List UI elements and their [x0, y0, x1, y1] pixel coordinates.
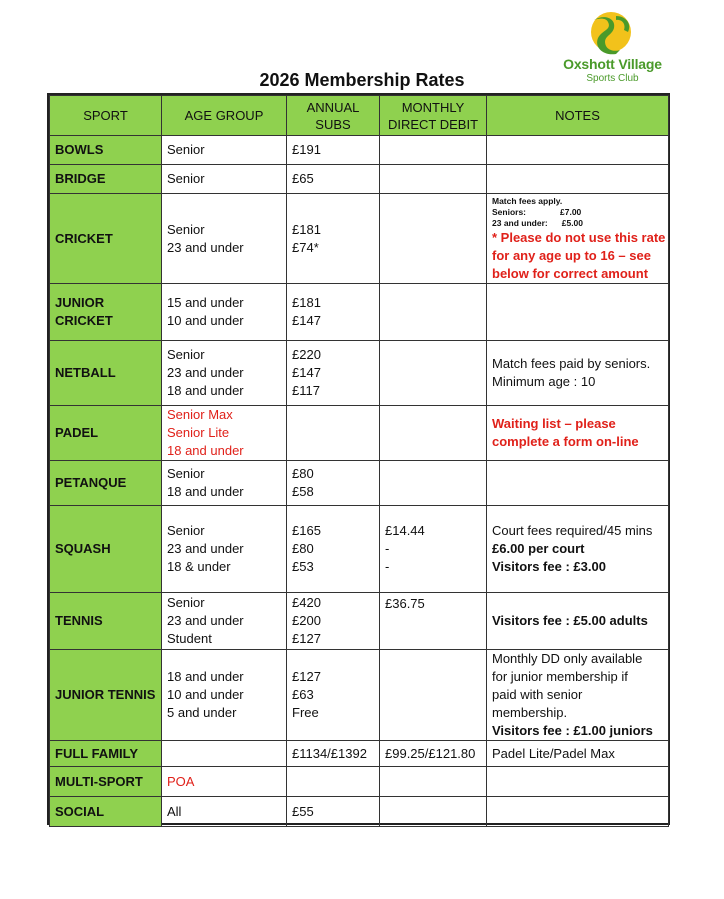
table-row: [50, 461, 669, 506]
note-value: £5.00: [561, 218, 584, 228]
annual-value: £147: [292, 365, 321, 380]
annual-value: £191: [292, 142, 321, 157]
age-cell: [162, 284, 287, 341]
age-value: Senior: [167, 347, 205, 362]
club-logo-icon: [586, 10, 636, 56]
page-title-text: 2026 Membership Rates: [259, 70, 465, 90]
annual-value: £220: [292, 347, 321, 362]
waiting-list-note: complete a form on-line: [492, 434, 639, 449]
monthly-value: £99.25/£121.80: [385, 745, 476, 761]
logo-name: Oxshott Village: [563, 56, 662, 72]
table-row: [50, 506, 669, 593]
monthly-cell: [380, 767, 487, 797]
notes-cell: [487, 767, 669, 797]
age-cell: [162, 341, 287, 406]
sport-cell: NETBALL: [50, 341, 162, 406]
age-cell: [162, 741, 287, 767]
age-value: Student: [167, 631, 212, 646]
sport-cell: TENNIS: [50, 593, 162, 650]
annual-cell: [287, 284, 380, 341]
annual-value: £1134/£1392: [292, 745, 367, 761]
header-notes: NOTES: [487, 96, 669, 136]
annual-cell: [287, 506, 380, 593]
annual-cell: [287, 461, 380, 506]
sport-cell: BRIDGE: [50, 165, 162, 194]
monthly-value: £36.75: [385, 596, 425, 611]
annual-cell: [287, 136, 380, 165]
sport-cell: SQUASH: [50, 506, 162, 593]
monthly-cell: [380, 741, 487, 767]
annual-value: £58: [292, 484, 314, 499]
sport-line: CRICKET: [55, 313, 113, 328]
age-cell: [162, 194, 287, 284]
age-value: Senior: [167, 523, 205, 538]
note-label: Match fees apply.: [492, 196, 563, 206]
notes-cell: [487, 165, 669, 194]
annual-cell: [287, 593, 380, 650]
note-line: Visitors fee : £3.00: [492, 559, 606, 574]
header-age-group: AGE GROUP: [162, 96, 287, 136]
notes-cell: [487, 136, 669, 165]
age-value: 18 & under: [167, 559, 231, 574]
annual-value: £80: [292, 541, 314, 556]
notes-cell: [487, 341, 669, 406]
table-row: [50, 593, 669, 650]
age-value: 5 and under: [167, 705, 237, 720]
note-line: Padel Lite/Padel Max: [492, 745, 615, 761]
age-cell: [162, 165, 287, 194]
age-cell: [162, 650, 287, 741]
note-line: Minimum age : 10: [492, 374, 596, 389]
header-monthly-dd: [380, 96, 487, 136]
annual-cell: [287, 165, 380, 194]
logo-subtitle: Sports Club: [586, 73, 639, 84]
sport-cell: [50, 284, 162, 341]
table-row: [50, 165, 669, 194]
header-monthly-line1: MONTHLY: [401, 99, 465, 115]
table-row: [50, 194, 669, 284]
table-row: [50, 406, 669, 461]
monthly-cell: [380, 461, 487, 506]
annual-cell: [287, 406, 380, 461]
monthly-value: £14.44: [385, 523, 425, 538]
header-annual-line2: SUBS: [315, 116, 351, 132]
header-annual-line1: ANNUAL: [306, 99, 360, 115]
age-cell: [162, 506, 287, 593]
annual-value: £165: [292, 523, 321, 538]
match-fee-note: [492, 196, 663, 207]
age-cell: [162, 797, 287, 827]
sport-line: JUNIOR: [55, 295, 105, 310]
age-value: 18 and under: [167, 383, 244, 398]
age-value: 15 and under: [167, 295, 244, 310]
age-value: Senior: [167, 595, 205, 610]
age-value: 23 and under: [167, 541, 244, 556]
monthly-cell: [380, 341, 487, 406]
table-row: [50, 741, 669, 767]
membership-rates-table: [49, 95, 669, 827]
annual-value: £127: [292, 631, 321, 646]
monthly-cell: [380, 406, 487, 461]
age-value: Senior Max: [167, 407, 233, 422]
monthly-cell: [380, 650, 487, 741]
age-cell: [162, 461, 287, 506]
table-row: [50, 650, 669, 741]
annual-cell: [287, 767, 380, 797]
age-cell: [162, 406, 287, 461]
table-row: [50, 284, 669, 341]
note-line: Court fees required/45 mins: [492, 523, 653, 538]
monthly-value: -: [385, 541, 390, 556]
annual-value: £55: [292, 803, 314, 819]
annual-value: £420: [292, 595, 321, 610]
annual-value: £65: [292, 171, 314, 186]
monthly-cell: [380, 194, 487, 284]
header-annual-subs: [287, 96, 380, 136]
table-row: [50, 797, 669, 827]
page-title: [0, 70, 724, 91]
age-value: POA: [167, 773, 195, 789]
annual-cell: [287, 797, 380, 827]
age-value: Senior: [167, 221, 205, 237]
warning-note: for any age up to 16 – see: [492, 248, 651, 263]
monthly-cell: [380, 797, 487, 827]
monthly-value: -: [385, 559, 390, 574]
age-value: Senior: [167, 171, 205, 186]
annual-value: £63: [292, 687, 314, 702]
annual-cell: [287, 194, 380, 284]
annual-value: £53: [292, 559, 314, 574]
waiting-list-note: Waiting list – please: [492, 416, 616, 431]
age-value: Senior Lite: [167, 425, 230, 440]
note-line: Visitors fee : £1.00 juniors: [492, 723, 653, 738]
notes-cell: [487, 593, 669, 650]
age-value: 10 and under: [167, 687, 244, 702]
note-line: membership.: [492, 705, 568, 720]
age-value: Senior: [167, 142, 205, 157]
notes-cell: [487, 741, 669, 767]
age-value: 18 and under: [167, 443, 244, 458]
warning-note: below for correct amount: [492, 266, 649, 281]
note-line: Visitors fee : £5.00 adults: [492, 613, 648, 628]
notes-cell: [487, 194, 669, 284]
table-row: [50, 341, 669, 406]
annual-value: £181: [292, 221, 321, 237]
annual-value: £80: [292, 466, 314, 481]
note-label: Seniors:: [492, 207, 527, 217]
warning-note: * Please do not use this rate: [492, 230, 666, 245]
sport-cell: SOCIAL: [50, 797, 162, 827]
match-fee-note: [492, 218, 663, 229]
notes-cell: [487, 284, 669, 341]
age-cell: [162, 136, 287, 165]
annual-value: £147: [292, 313, 321, 328]
age-value: 23 and under: [167, 613, 244, 628]
age-value: All: [167, 803, 182, 819]
note-line: Match fees paid by seniors.: [492, 356, 651, 371]
notes-cell: [487, 797, 669, 827]
table-row: [50, 136, 669, 165]
sport-cell: FULL FAMILY: [50, 741, 162, 767]
notes-cell: [487, 461, 669, 506]
age-value: Senior: [167, 466, 205, 481]
age-cell: [162, 767, 287, 797]
age-value: 23 and under: [167, 365, 244, 380]
table-header-row: [50, 96, 669, 136]
note-line: paid with senior: [492, 687, 583, 702]
match-fee-note: [492, 207, 663, 218]
note-line: Monthly DD only available: [492, 651, 643, 666]
annual-cell: [287, 741, 380, 767]
sport-cell: PADEL: [50, 406, 162, 461]
note-line: for junior membership if: [492, 669, 628, 684]
header-sport: SPORT: [50, 96, 162, 136]
annual-value: £181: [292, 295, 321, 310]
note-line: £6.00 per court: [492, 541, 585, 556]
sport-cell: CRICKET: [50, 194, 162, 284]
note-value: £7.00: [560, 207, 582, 217]
age-value: 10 and under: [167, 313, 244, 328]
age-cell: [162, 593, 287, 650]
monthly-cell: [380, 136, 487, 165]
annual-value: £74*: [292, 239, 319, 255]
age-value: 23 and under: [167, 239, 244, 255]
age-value: 18 and under: [167, 669, 244, 684]
annual-cell: [287, 650, 380, 741]
header-monthly-line2: DIRECT DEBIT: [387, 116, 479, 132]
annual-value: £200: [292, 613, 321, 628]
sport-cell: MULTI-SPORT: [50, 767, 162, 797]
membership-table-frame: [47, 93, 670, 825]
table-row: [50, 767, 669, 797]
annual-cell: [287, 341, 380, 406]
notes-cell: [487, 506, 669, 593]
monthly-cell: [380, 506, 487, 593]
notes-cell: [487, 406, 669, 461]
monthly-cell: [380, 165, 487, 194]
monthly-cell: [380, 284, 487, 341]
monthly-cell: [380, 593, 487, 650]
note-label: 23 and under:: [492, 218, 548, 228]
annual-value: £127: [292, 669, 321, 684]
sport-cell: JUNIOR TENNIS: [50, 650, 162, 741]
age-value: 18 and under: [167, 484, 244, 499]
sport-cell: BOWLS: [50, 136, 162, 165]
notes-cell: [487, 650, 669, 741]
sport-cell: PETANQUE: [50, 461, 162, 506]
annual-value: Free: [292, 705, 319, 720]
annual-value: £117: [292, 383, 320, 398]
